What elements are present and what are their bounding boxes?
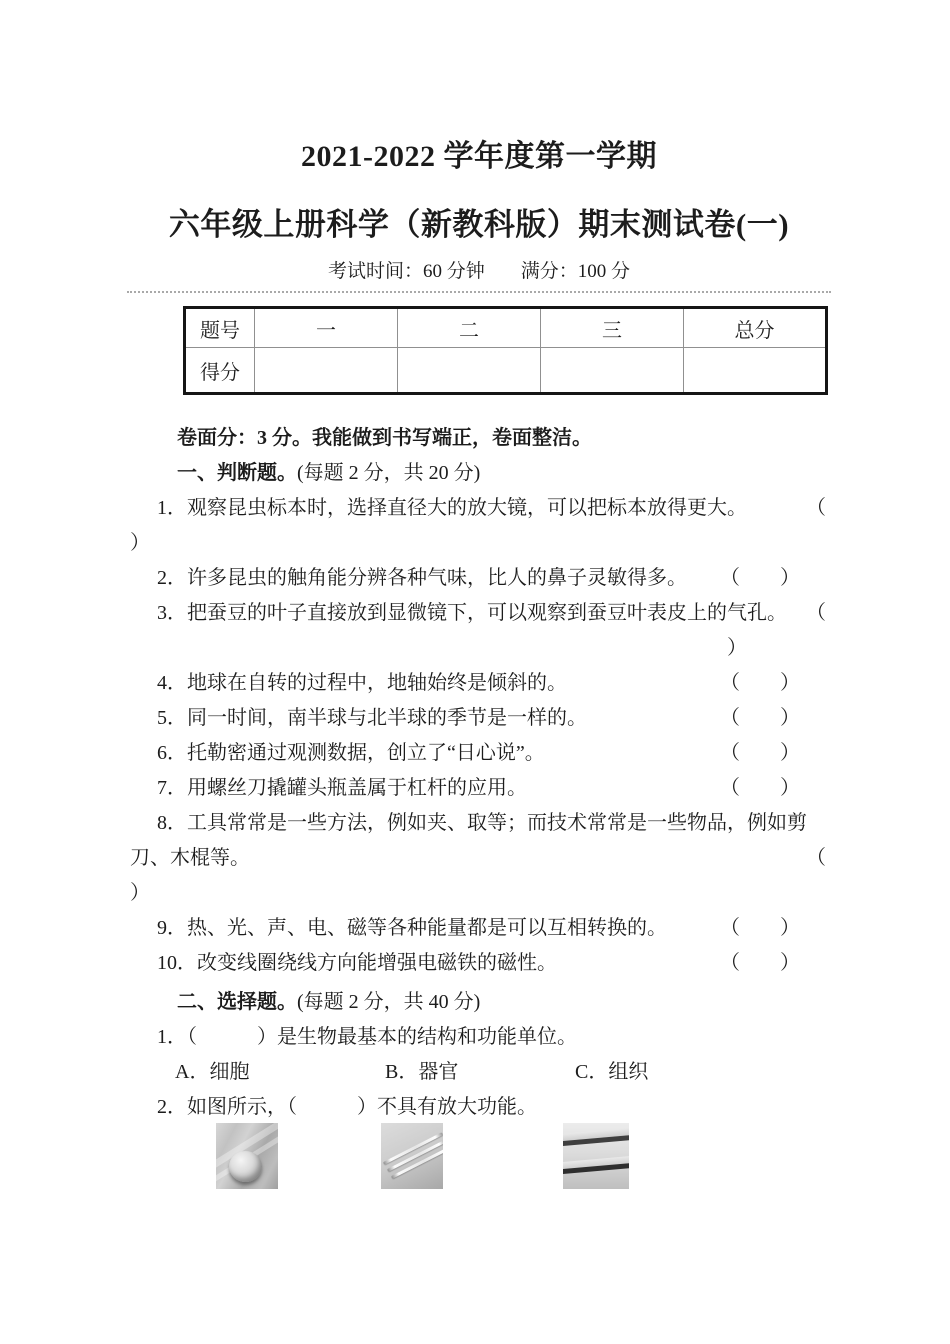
judgment-q8-line1 [130,803,828,838]
full-score-label: 满分：100 分 [520,261,631,282]
choice-q1-text: 1．（ ）是生物最基本的结构和功能单位。 [157,1026,577,1048]
judgment-q8-text1: 8．工具常常是一些方法，例如夹、取等；而技术常常是一些物品，例如剪 [157,812,807,834]
page-title-line1: 2021-2022 学年度第一学期 [301,140,657,173]
glass-plate-icon [563,1156,629,1175]
page-content [130,0,828,1344]
judgment-q3-line1 [130,593,828,628]
judgment-q6 [130,733,828,768]
section2-note: (每题 2 分，共 40 分) [297,991,481,1013]
exam-meta-row [130,256,828,283]
judgment-q8-text2: 刀、木棍等。 [130,847,250,869]
section2-title: 二、选择题。 [177,991,297,1013]
judgment-q5-text: 5．同一时间，南半球与北半球的季节是一样的。 [157,707,587,729]
water-drop-image [216,1123,278,1189]
judgment-q7-brackets: （ ） [720,777,800,799]
judgment-q9 [130,908,828,943]
choice-q1-options [130,1052,828,1087]
choice-q2-images [130,1123,828,1189]
judgment-q2-text: 2．许多昆虫的触角能分辨各种气味，比人的鼻子灵敏得多。 [157,567,687,589]
judgment-q10-text: 10．改变线圈绕线方向能增强电磁铁的磁性。 [157,952,557,974]
section2-heading [130,982,828,1017]
judgment-q2-brackets: （ ） [720,567,800,589]
choice-q1-option-c: C．组织 [575,1061,649,1083]
judgment-q3-bracket-close: ） [727,637,747,659]
score-table [183,306,828,395]
section1-title: 一、判断题。 [177,462,297,484]
judgment-q10 [130,943,828,978]
judgment-q5 [130,698,828,733]
judgment-q10-brackets: （ ） [720,952,800,974]
judgment-q8-line3 [130,873,828,908]
score-table-score-row [185,348,827,394]
paper-notice-text: 卷面分：3 分。我能做到书写端正，卷面整洁。 [177,427,592,449]
choice-q1-option-b: B．器官 [385,1061,459,1083]
page-title-line2: 六年级上册科学（新教科版）期末测试卷(一) [168,207,790,242]
choice-q1-option-a: A．细胞 [175,1061,250,1083]
judgment-q2 [130,558,828,593]
judgment-q1-bracket-open: （ [806,497,826,519]
exam-time-label: 考试时间：60 分钟 [327,261,485,282]
judgment-q9-text: 9．热、光、声、电、磁等各种能量都是可以互相转换的。 [157,917,667,939]
judgment-q6-brackets: （ ） [720,742,800,764]
score-table-cell-section3: 三 [541,308,684,348]
judgment-q5-brackets: （ ） [720,707,800,729]
section1-note: (每题 2 分，共 20 分) [297,462,481,484]
paper-notice [130,418,828,453]
judgment-q1-text: 1．观察昆虫标本时，选择直径大的放大镜，可以把标本放得更大。 [157,497,747,519]
judgment-q4 [130,663,828,698]
glass-rods-image [381,1123,443,1189]
glass-plates-image [563,1123,629,1189]
score-table-cell-section2: 二 [398,308,541,348]
section1-heading [130,453,828,488]
judgment-q8-bracket-close: ） [130,882,150,904]
score-row-label: 得分 [185,348,255,394]
score-cell-1 [255,348,398,394]
judgment-q7-text: 7．用螺丝刀撬罐头瓶盖属于杠杆的应用。 [157,777,527,799]
judgment-q6-text: 6．托勒密通过观测数据，创立了“日心说”。 [157,742,545,764]
choice-q2-text: 2．如图所示，（ ）不具有放大功能。 [157,1096,537,1118]
choice-q1 [130,1017,828,1052]
water-drop-icon [229,1151,262,1182]
score-table-cell-label: 题号 [185,308,255,348]
score-cell-total [684,348,827,394]
judgment-q3-text: 3．把蚕豆的叶子直接放到显微镜下，可以观察到蚕豆叶表皮上的气孔。 [157,602,787,624]
judgment-q9-brackets: （ ） [720,917,800,939]
judgment-q8-bracket-open: （ [806,847,826,869]
judgment-q4-brackets: （ ） [720,672,800,694]
judgment-q4-text: 4．地球在自转的过程中，地轴始终是倾斜的。 [157,672,567,694]
judgment-q8-line2 [130,838,828,873]
judgment-q3-bracket-open: （ [806,602,826,624]
exam-body [130,418,828,1189]
choice-q2 [130,1087,828,1122]
judgment-q1-line2 [130,523,828,558]
judgment-q7 [130,768,828,803]
judgment-q1-bracket-close: ） [130,532,150,554]
score-table-header-row [185,308,827,348]
judgment-q3-line2 [130,628,828,663]
score-cell-3 [541,348,684,394]
score-cell-2 [398,348,541,394]
dotted-divider [127,291,831,293]
score-table-cell-section1: 一 [255,308,398,348]
score-table-cell-total: 总分 [684,308,827,348]
judgment-q1-line1 [130,488,828,523]
glass-plate-icon [563,1128,629,1147]
